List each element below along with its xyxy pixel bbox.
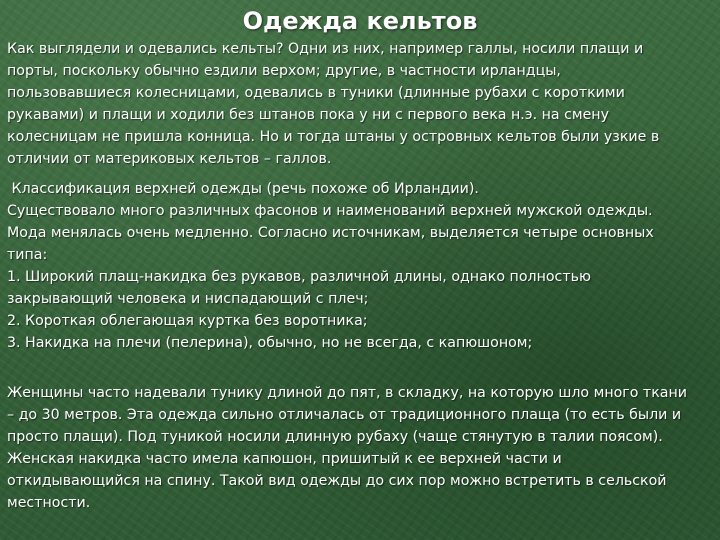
- text-line: порты, поскольку обычно ездили верхом; другие, в частности ирландцы,: [7, 63, 561, 79]
- text-line: Как выглядели и одевались кельты? Одни из них, например галлы, носили плащи и: [7, 41, 644, 57]
- text-line: откидывающийся на спину. Такой вид одежды до сих пор можно встретить в сельской: [7, 473, 667, 489]
- text-line: типа:: [7, 247, 48, 263]
- text-line: Мода менялась очень медленно. Согласно источникам, выделяется четыре основных: [7, 225, 654, 241]
- text-line: 2. Короткая облегающая куртка без воротника;: [7, 313, 368, 329]
- text-line: колесницам не пришла конница. Но и тогда штаны у островных кельтов были узкие в: [7, 129, 660, 145]
- text-line: Существовало много различных фасонов и наименований верхней мужской одежды.: [7, 203, 653, 219]
- text-line: – до 30 метров. Эта одежда сильно отличалась от традиционного плаща (то есть были и: [7, 407, 682, 423]
- text-line: Женщины часто надевали тунику длиной до пят, в складку, на которую шло много ткани: [7, 385, 687, 401]
- text-line: 1. Широкий плащ-накидка без рукавов, различной длины, однако полностью: [7, 269, 591, 285]
- text-line: местности.: [7, 495, 91, 511]
- text-line: Классификация верхней одежды (речь похоже об Ирландии).: [7, 181, 479, 197]
- text-line: 3. Накидка на плечи (пелерина), обычно, но не всегда, с капюшоном;: [7, 335, 533, 351]
- slide-title: Одежда кельтов: [242, 7, 478, 35]
- text-line: просто плащи). Под туникой носили длинную рубаху (чаще стянутую в талии поясом).: [7, 429, 663, 445]
- text-line: Женская накидка часто имела капюшон, пришитый к ее верхней части и: [7, 451, 562, 467]
- paragraph-classification: [7, 178, 713, 354]
- text-line: рукавами) и плащи и ходили без штанов пока у ни с первого века н.э. на смену: [7, 107, 609, 123]
- text-line: отличии от материковых кельтов – галлов.: [7, 151, 332, 167]
- text-line: закрывающий человека и ниспадающий с плеч;: [7, 291, 369, 307]
- text-line: пользовавшиеся колесницами, одевались в туники (длинные рубахи с короткими: [7, 85, 625, 101]
- paragraph-women: [7, 382, 713, 514]
- paragraph-intro: [7, 38, 713, 170]
